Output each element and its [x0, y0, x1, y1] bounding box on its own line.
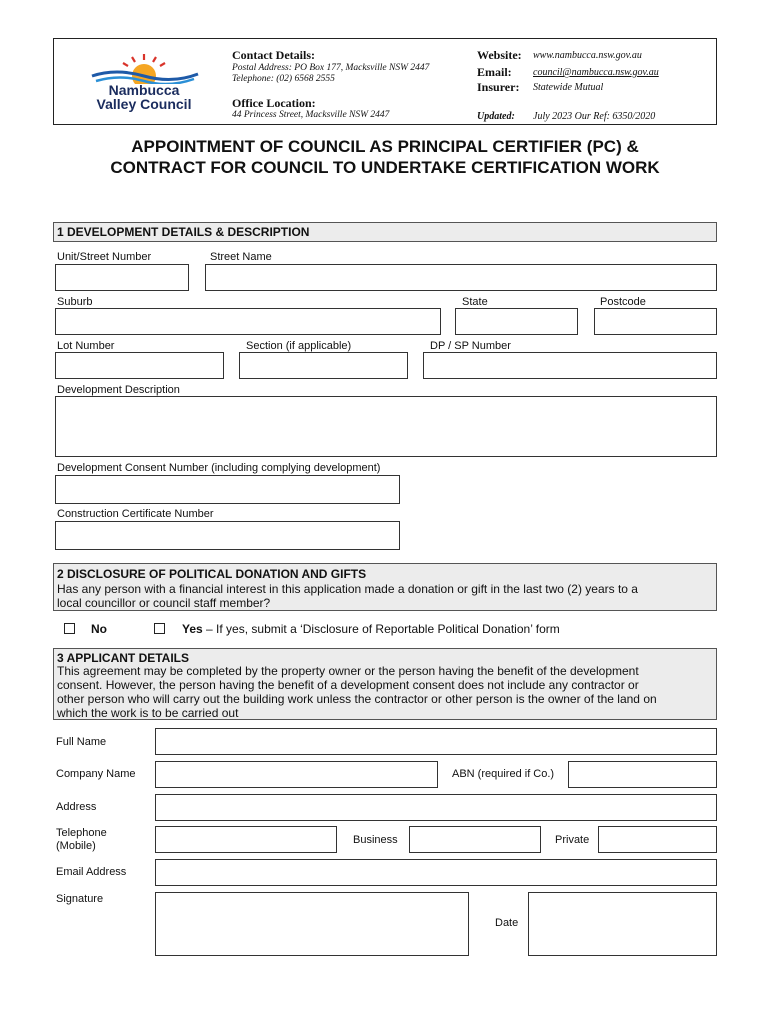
street-field[interactable]: [205, 264, 717, 291]
unit-label: Unit/Street Number: [57, 251, 152, 263]
description-field[interactable]: [55, 396, 717, 457]
sun-logo-icon: [86, 50, 202, 84]
signature-field[interactable]: [155, 892, 469, 956]
street-label: Street Name: [210, 251, 272, 263]
no-label: No: [91, 622, 107, 636]
website-link[interactable]: www.nambucca.nsw.gov.au: [533, 50, 642, 61]
business-field[interactable]: [409, 826, 541, 853]
dp-field[interactable]: [423, 352, 717, 379]
section3-text-line1: This agreement may be completed by the property owner or the person having the benefit of the development: [57, 664, 639, 678]
lot-field[interactable]: [55, 352, 224, 379]
office-address: 44 Princess Street, Macksville NSW 2447: [232, 110, 390, 120]
website-label: Website:: [477, 48, 522, 62]
company-field[interactable]: [155, 761, 438, 788]
company-label: Company Name: [56, 768, 136, 780]
contact-title: Contact Details:: [232, 48, 315, 62]
yes-option: [182, 622, 560, 636]
postcode-label: Postcode: [600, 296, 646, 308]
section3-text-line3: other person who will carry out the building work unless the contractor or other person is the owner of the land on: [57, 692, 657, 706]
updated-value: July 2023 Our Ref: 6350/2020: [533, 111, 656, 122]
logo-line2: Valley Council: [96, 96, 192, 112]
section2-title: 2 DISCLOSURE OF POLITICAL DONATION AND GIFTS: [57, 567, 367, 581]
state-label: State: [462, 296, 488, 308]
unit-field[interactable]: [55, 264, 189, 291]
cc-field[interactable]: [55, 521, 400, 550]
yes-note: – If yes, submit a ‘Disclosure of Reportable Political Donation’ form: [202, 622, 560, 636]
email-link[interactable]: council@nambucca.nsw.gov.au: [533, 67, 659, 78]
private-field[interactable]: [598, 826, 717, 853]
telephone-label-line1: Telephone: [56, 827, 107, 839]
insurer-value: Statewide Mutual: [533, 82, 604, 93]
logo-line1: Nambucca: [108, 82, 180, 98]
no-checkbox[interactable]: [64, 623, 75, 634]
section-field[interactable]: [239, 352, 408, 379]
yes-label: Yes: [182, 622, 203, 636]
state-field[interactable]: [455, 308, 578, 335]
council-logo: [86, 50, 202, 112]
form-title-line2: CONTRACT FOR COUNCIL TO UNDERTAKE CERTIFICATION WORK: [110, 158, 660, 177]
section3-text-line2: consent. However, the person having the benefit of a development consent does not include any contractor or: [57, 678, 639, 692]
form-title-line1: APPOINTMENT OF COUNCIL AS PRINCIPAL CERTIFIER (PC) &: [131, 137, 639, 156]
office-title: Office Location:: [232, 96, 316, 110]
postcode-field[interactable]: [594, 308, 717, 335]
address-label: Address: [56, 801, 97, 813]
cc-label: Construction Certificate Number: [57, 508, 214, 520]
suburb-field[interactable]: [55, 308, 441, 335]
section2-question-line2: local councillor or council staff member?: [57, 596, 271, 610]
lot-label: Lot Number: [57, 340, 115, 352]
section1-title: 1 DEVELOPMENT DETAILS & DESCRIPTION: [57, 225, 310, 239]
telephone-info: Telephone: (02) 6568 2555: [232, 74, 335, 84]
abn-label: ABN (required if Co.): [452, 768, 555, 780]
email-label: Email:: [477, 65, 512, 79]
description-label: Development Description: [57, 384, 180, 396]
dp-label: DP / SP Number: [430, 340, 511, 352]
section2-question-line1: Has any person with a financial interest in this application made a donation or gift in the last two (2) years to a: [57, 582, 638, 596]
date-field[interactable]: [528, 892, 717, 956]
consent-field[interactable]: [55, 475, 400, 504]
insurer-label: Insurer:: [477, 80, 520, 94]
date-label: Date: [495, 917, 519, 929]
telephone-label-line2: (Mobile): [56, 840, 96, 852]
postal-address: Postal Address: PO Box 177, Macksville NSW 2447: [232, 63, 430, 73]
signature-label: Signature: [56, 893, 104, 905]
section-label: Section (if applicable): [246, 340, 352, 352]
full-name-field[interactable]: [155, 728, 717, 755]
section3-text-line4: which the work is to be carried out: [57, 706, 239, 720]
mobile-field[interactable]: [155, 826, 337, 853]
private-label: Private: [555, 834, 590, 846]
yes-checkbox[interactable]: [154, 623, 165, 634]
suburb-label: Suburb: [57, 296, 93, 308]
email-label: Email Address: [56, 866, 127, 878]
consent-label: Development Consent Number (including complying development): [57, 462, 381, 474]
updated-label: Updated:: [477, 111, 515, 122]
email-field[interactable]: [155, 859, 717, 886]
abn-field[interactable]: [568, 761, 717, 788]
business-label: Business: [353, 834, 398, 846]
address-field[interactable]: [155, 794, 717, 821]
section3-title: 3 APPLICANT DETAILS: [57, 651, 190, 665]
full-name-label: Full Name: [56, 736, 107, 748]
